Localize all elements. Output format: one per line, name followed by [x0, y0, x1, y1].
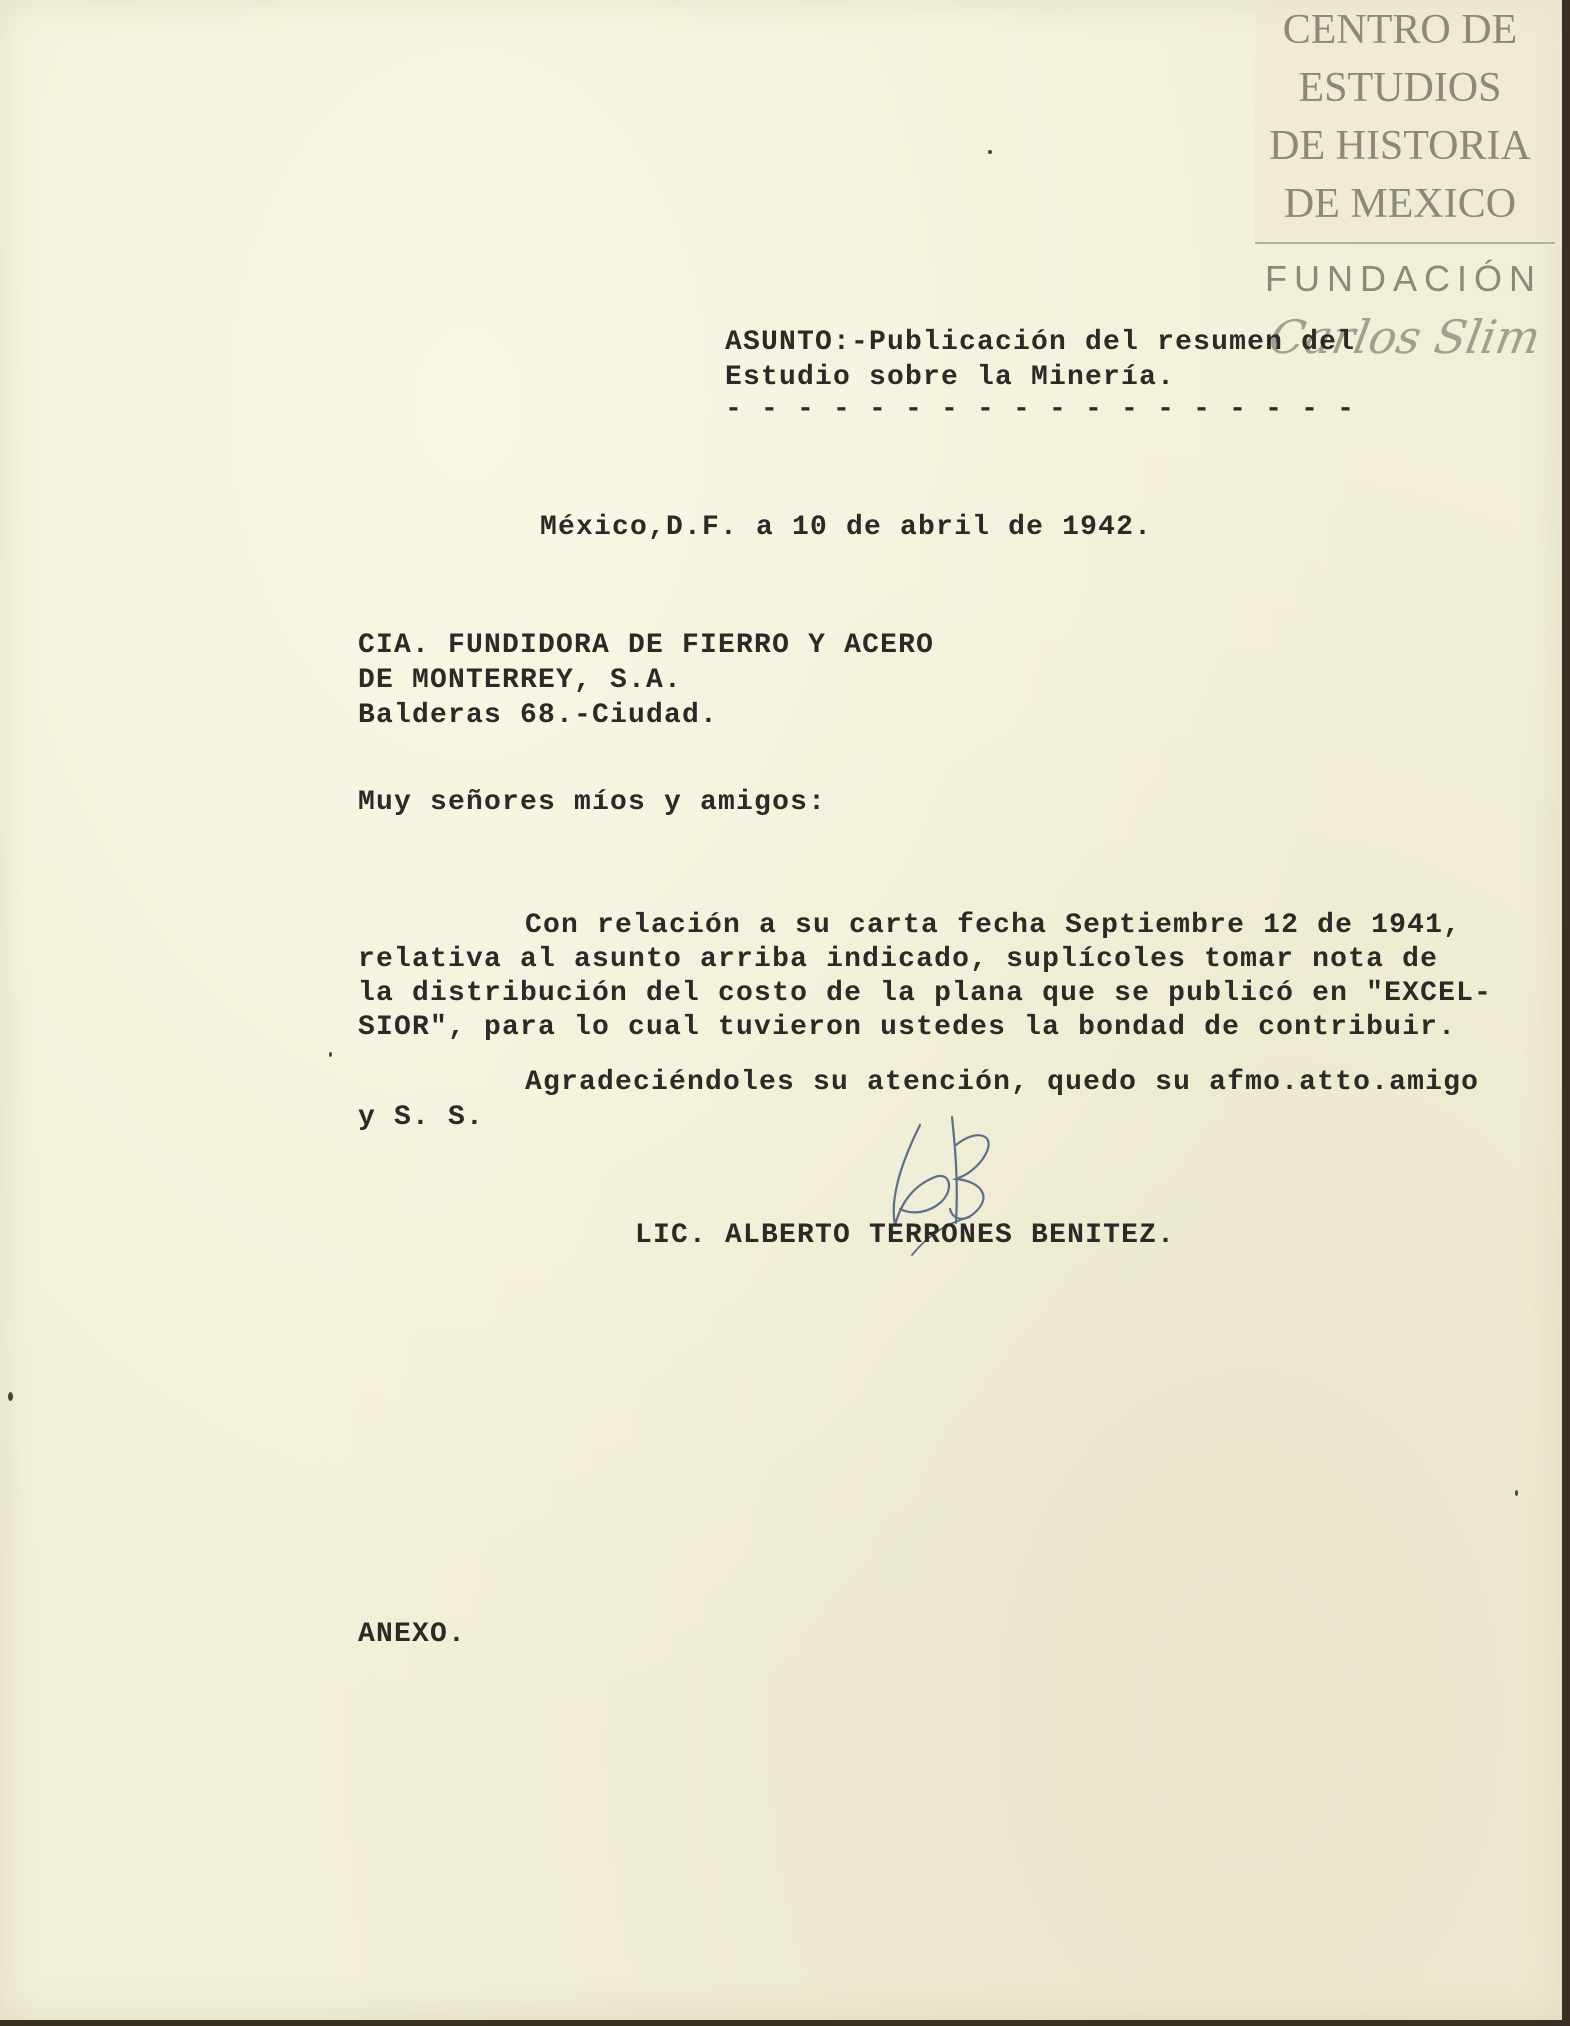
enclosure-note: ANEXO.	[358, 1619, 467, 1650]
paper-speck	[1515, 1490, 1518, 1496]
body-paragraph-1-line-4: SIOR", para lo cual tuvieron ustedes la bondad de contribuir.	[358, 1012, 1457, 1043]
paper-speck	[988, 150, 992, 154]
recipient-line-2: DE MONTERREY, S.A.	[358, 665, 683, 696]
recipient-line-3: Balderas 68.-Ciudad.	[358, 700, 719, 731]
watermark-signature: Carlos Slim	[1265, 310, 1545, 364]
signatory-name: LIC. ALBERTO TERRONES BENITEZ.	[635, 1220, 1176, 1251]
watermark-line-4: DE MEXICO	[1283, 181, 1517, 227]
watermark-line-3: DE HISTORIA	[1269, 123, 1531, 169]
body-paragraph-1-line-3: la distribución del costo de la plana que se publicó en "EXCEL-	[358, 978, 1493, 1009]
watermark-line-1: CENTRO DE	[1282, 7, 1518, 53]
subject-line-1: ASUNTO:-Publicación del resumen del	[725, 327, 1356, 358]
subject-underline-dashes: - - - - - - - - - - - - - - - - - -	[725, 394, 1356, 425]
watermark-fundacion: FUNDACIÓN	[1265, 258, 1542, 299]
watermark-line-2: ESTUDIOS	[1298, 65, 1502, 111]
watermark-rule	[1255, 242, 1555, 244]
paper-speck	[8, 1392, 13, 1401]
paper-speck	[329, 1052, 332, 1057]
archive-watermark	[1255, 0, 1562, 375]
body-paragraph-2-line-1: Agradeciéndoles su atención, quedo su afmo.atto.amigo	[525, 1067, 1480, 1098]
body-paragraph-2-line-2: y S. S.	[358, 1102, 485, 1133]
date-line: México,D.F. a 10 de abril de 1942.	[540, 512, 1153, 543]
recipient-line-1: CIA. FUNDIDORA DE FIERRO Y ACERO	[358, 630, 935, 661]
subject-line-2: Estudio sobre la Minería.	[725, 362, 1176, 393]
body-paragraph-1-line-2: relativa al asunto arriba indicado, suplícoles tomar nota de	[358, 944, 1439, 975]
body-paragraph-1-line-1: Con relación a su carta fecha Septiembre 12 de 1941,	[525, 910, 1462, 941]
salutation: Muy señores míos y amigos:	[358, 787, 827, 818]
